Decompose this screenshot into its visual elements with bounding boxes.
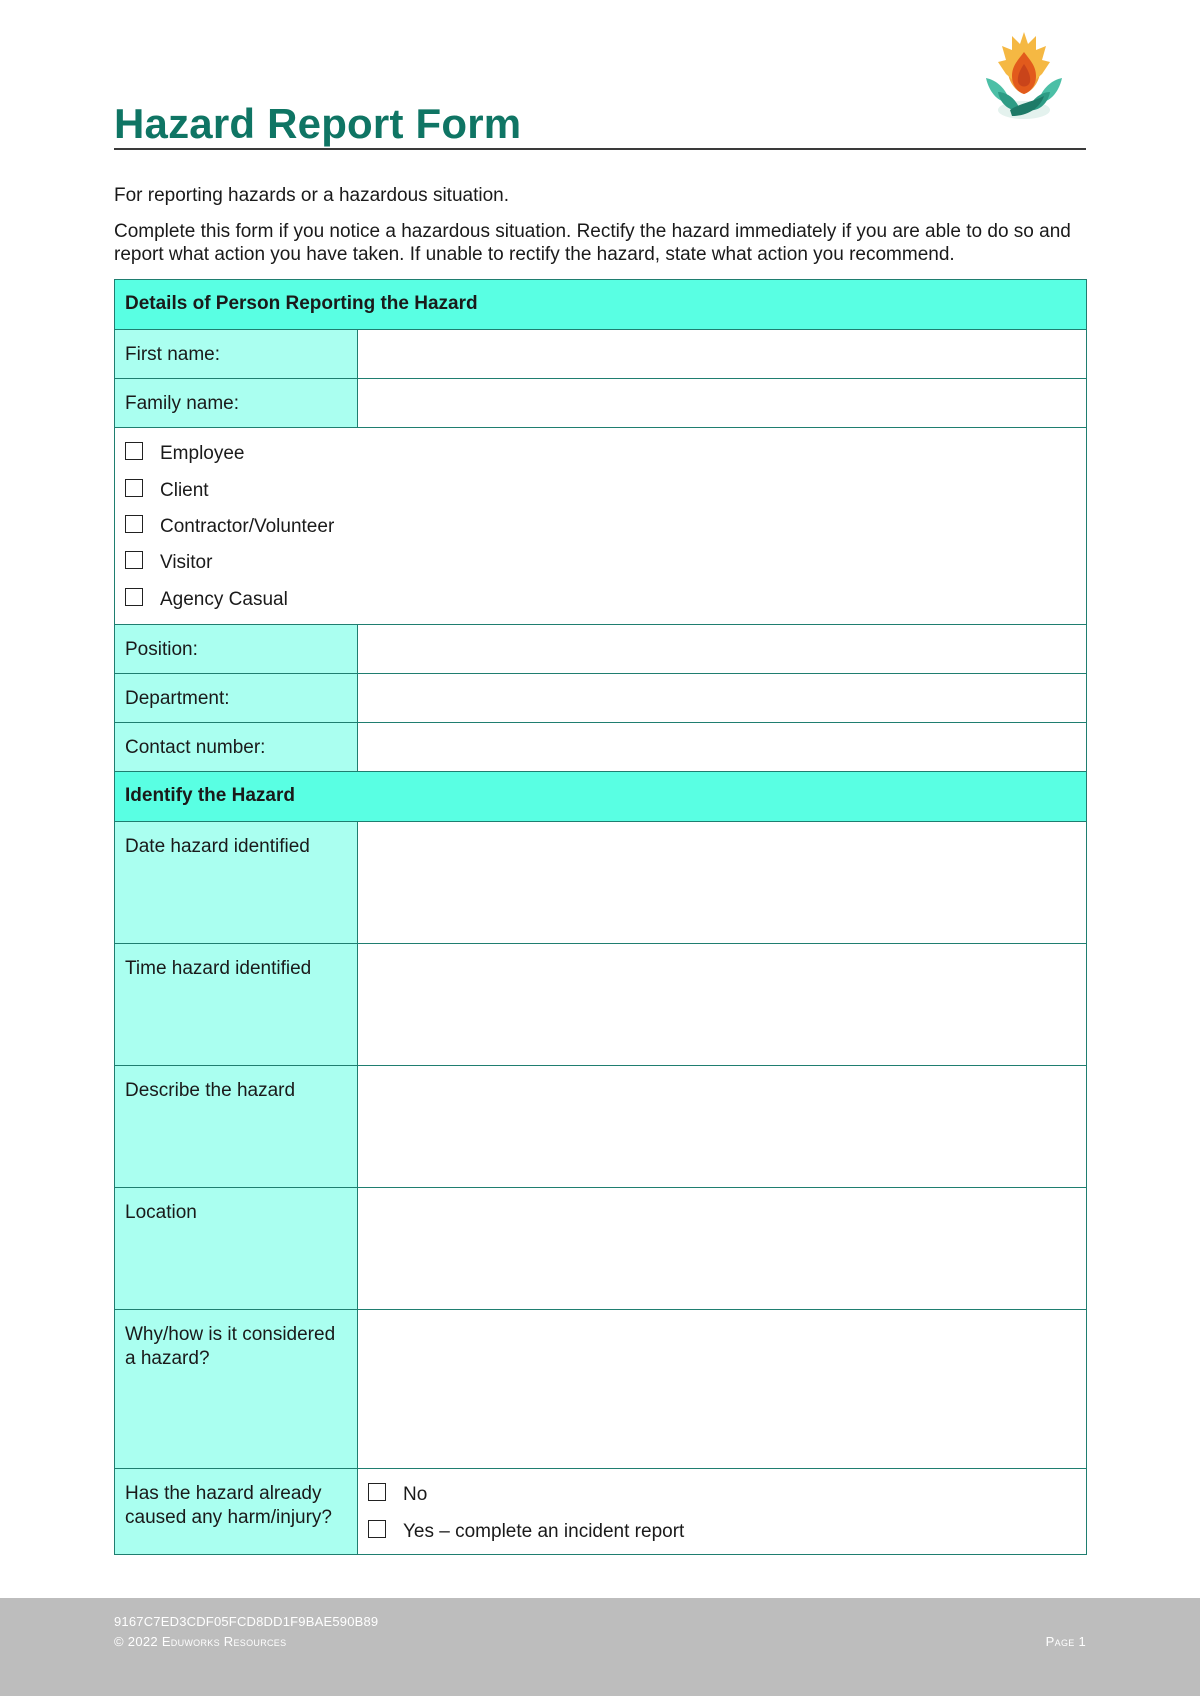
why-hazard-label: Why/how is it considered a hazard? [115, 1309, 358, 1468]
describe-hazard-field[interactable] [358, 1065, 1087, 1187]
harm-option-yes[interactable] [368, 1514, 1076, 1551]
harm-option-label: No [403, 1484, 428, 1506]
why-hazard-field[interactable] [358, 1309, 1087, 1468]
page-number: Page 1 [1045, 1634, 1086, 1649]
department-label: Department: [115, 673, 358, 722]
location-label: Location [115, 1187, 358, 1309]
section-heading-reporter: Details of Person Reporting the Hazard [115, 280, 1087, 330]
checkbox[interactable] [368, 1483, 386, 1501]
checkbox[interactable] [368, 1520, 386, 1538]
role-option-label: Employee [160, 443, 245, 465]
harm-option-no[interactable] [368, 1477, 1076, 1514]
checkbox[interactable] [125, 515, 143, 533]
first-name-field[interactable] [358, 330, 1087, 379]
title-divider [114, 148, 1086, 150]
first-name-label: First name: [115, 330, 358, 379]
position-field[interactable] [358, 624, 1087, 673]
time-identified-field[interactable] [358, 943, 1087, 1065]
harm-option-label: Yes – complete an incident report [403, 1521, 685, 1543]
date-identified-label: Date hazard identified [115, 821, 358, 943]
section-heading-hazard: Identify the Hazard [115, 771, 1087, 821]
checkbox[interactable] [125, 442, 143, 460]
family-name-field[interactable] [358, 379, 1087, 428]
date-identified-field[interactable] [358, 821, 1087, 943]
document-code: 9167C7ED3CDF05FCD8DD1F9BAE590B89 [114, 1614, 379, 1629]
family-name-label: Family name: [115, 379, 358, 428]
copyright: © 2022 Eduworks Resources [114, 1634, 287, 1649]
role-option-contractor[interactable] [125, 509, 1076, 545]
role-option-visitor[interactable] [125, 545, 1076, 581]
reporter-role-group [115, 428, 1087, 625]
role-option-label: Visitor [160, 552, 213, 574]
page-title: Hazard Report Form [114, 100, 522, 147]
location-field[interactable] [358, 1187, 1087, 1309]
contact-number-label: Contact number: [115, 722, 358, 771]
time-identified-label: Time hazard identified [115, 943, 358, 1065]
contact-number-field[interactable] [358, 722, 1087, 771]
role-option-client[interactable] [125, 472, 1076, 508]
role-option-agency-casual[interactable] [125, 582, 1076, 618]
role-option-label: Agency Casual [160, 588, 288, 610]
checkbox[interactable] [125, 588, 143, 606]
role-option-label: Contractor/Volunteer [160, 515, 335, 537]
checkbox[interactable] [125, 551, 143, 569]
lotus-flame-logo-icon [980, 30, 1068, 130]
describe-hazard-label: Describe the hazard [115, 1065, 358, 1187]
intro-purpose: For reporting hazards or a hazardous situation. [114, 185, 509, 206]
harm-caused-label: Has the hazard already caused any harm/injury? [115, 1468, 358, 1554]
harm-caused-options [358, 1468, 1087, 1554]
role-option-employee[interactable] [125, 436, 1076, 472]
role-option-label: Client [160, 479, 209, 501]
page-footer [0, 1598, 1200, 1696]
intro-instructions: Complete this form if you notice a hazardous situation. Rectify the hazard immediately if you are able to do so and report what action you have taken. If unable to rectify the hazard, state what action you recommend. [114, 221, 1071, 265]
position-label: Position: [115, 624, 358, 673]
checkbox[interactable] [125, 479, 143, 497]
department-field[interactable] [358, 673, 1087, 722]
hazard-report-table [114, 279, 1087, 1555]
